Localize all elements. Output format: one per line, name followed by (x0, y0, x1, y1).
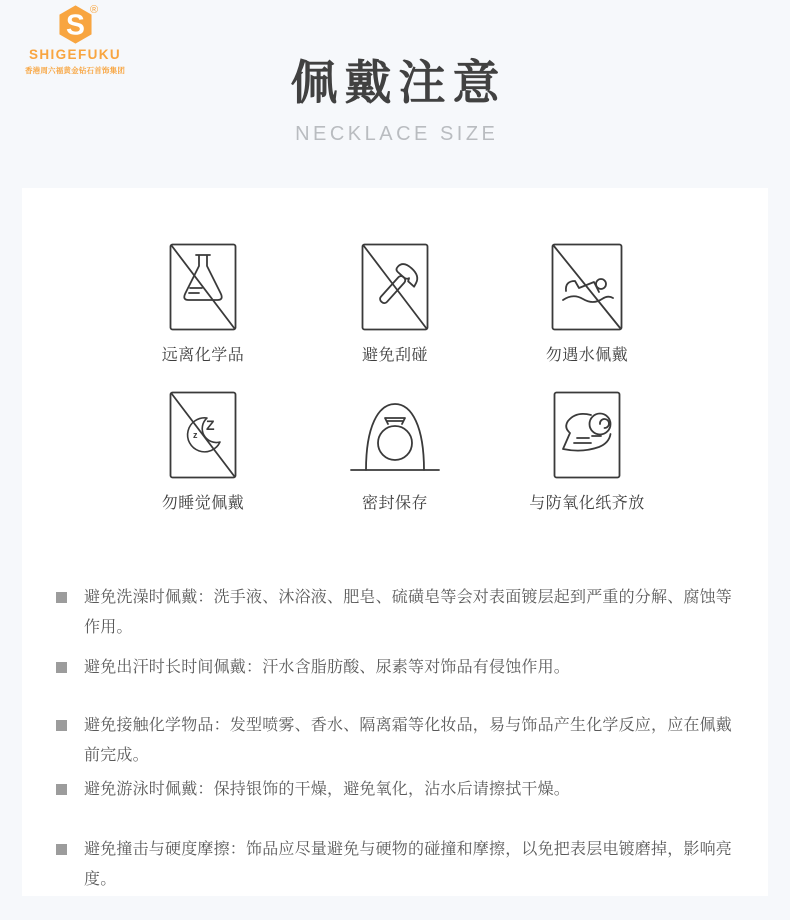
brand-logo-mark (22, 4, 128, 46)
page-subtitle: NECKLACE SIZE (295, 123, 499, 145)
care-item-label: 勿遇水佩戴 (545, 347, 629, 364)
square-bullet-icon (56, 592, 67, 603)
registered-trademark-icon: ® (90, 4, 99, 16)
no-swimming-icon (551, 243, 623, 331)
precaution-text: 避免出汗时长时间佩戴：汗水含脂肪酸、尿素等对饰品有侵蚀作用。 (84, 659, 571, 676)
care-item-sealed (299, 391, 491, 513)
no-sleeping-icon (169, 391, 237, 479)
list-item (56, 711, 746, 771)
care-item-label: 密封保存 (361, 495, 428, 512)
svg-text:S: S (65, 9, 85, 42)
care-icons-grid (22, 188, 768, 539)
square-bullet-icon (56, 784, 67, 795)
no-hammer-icon (361, 243, 429, 331)
sealed-storage-icon (349, 391, 441, 479)
precaution-text: 避免接触化学物品：发型喷雾、香水、隔离霜等化妆品，易与饰品产生化学反应，应在佩戴前完成。 (84, 717, 733, 764)
page-title: 佩戴注意 (290, 56, 507, 109)
list-item (56, 583, 746, 643)
anti-oxidation-paper-icon (553, 391, 621, 479)
care-item-water (491, 243, 683, 365)
care-item-scratch (299, 243, 491, 365)
sleep-z-big: Z (206, 417, 215, 433)
care-item-sleep (107, 391, 299, 513)
square-bullet-icon (56, 662, 67, 673)
square-bullet-icon (56, 844, 67, 855)
section-header (0, 46, 790, 146)
care-item-label: 与防氧化纸齐放 (529, 495, 645, 512)
content-card (22, 188, 768, 896)
brand-name: SHIGEFUKU (28, 47, 122, 62)
list-item (56, 775, 746, 805)
care-item-chemicals (107, 243, 299, 365)
precautions-list (56, 583, 746, 895)
precaution-text: 避免撞击与硬度摩擦：饰品应尽量避免与硬物的碰撞和摩擦，以免把表层电镀磨掉，影响亮度。 (84, 841, 733, 888)
list-item (56, 653, 746, 683)
brand-tagline: 香港周六福黄金钻石首饰集团 (24, 66, 126, 75)
hexagon-s-logo-icon (57, 4, 94, 45)
care-item-label: 勿睡觉佩戴 (161, 495, 245, 512)
square-bullet-icon (56, 720, 67, 731)
precaution-text: 避免游泳时佩戴：保持银饰的干燥，避免氧化，沾水后请擦拭干燥。 (84, 781, 571, 798)
sleep-z-small: z (193, 430, 198, 440)
care-item-label: 远离化学品 (161, 347, 245, 364)
care-item-label: 避免刮碰 (361, 347, 428, 364)
no-chemicals-icon (169, 243, 237, 331)
list-item (56, 835, 746, 895)
precaution-text: 避免洗澡时佩戴：洗手液、沐浴液、肥皂、硫磺皂等会对表面镀层起到严重的分解、腐蚀等作用。 (84, 589, 733, 636)
care-item-paper (491, 391, 683, 513)
